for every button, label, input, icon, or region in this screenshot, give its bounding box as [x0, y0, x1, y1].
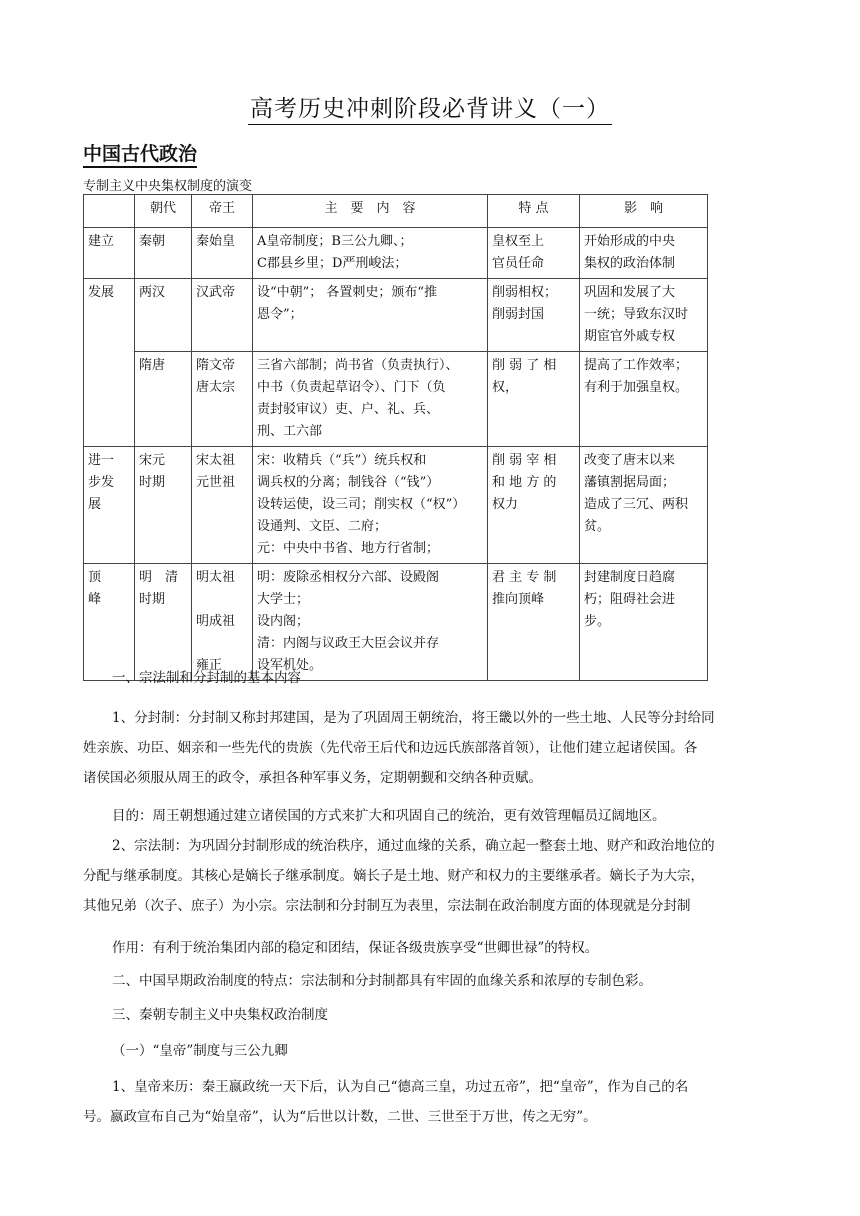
impact-cell: 封建制度日趋腐 朽；阻碍社会进 步。	[580, 564, 708, 681]
content-cell: 三省六部制；尚书省（负责执行）、 中书（负责起草诏令）、门下（负 责封驳审议）吏、户、礼、兵、 刑、工六部	[253, 352, 488, 447]
emperor-cell: 汉武帝	[192, 279, 253, 352]
header-cell	[84, 195, 135, 228]
dynasty-cell: 明 清 时期	[135, 564, 192, 681]
header-cell: 帝王	[192, 195, 253, 228]
dynasty-cell: 宋元 时期	[135, 447, 192, 564]
paragraph: 目的：周王朝想通过建立诸侯国的方式来扩大和巩固自己的统治，更有效管理幅员辽阔地区。	[112, 808, 666, 824]
content-cell: 宋：收精兵（“兵”）统兵权和 调兵权的分离；制钱谷（“钱”） 设转运使，设三司；削实权（“权”） 设通判、文臣、二府； 元：中央中书省、地方行省制；	[253, 447, 488, 564]
impact-cell: 开始形成的中央 集权的政治体制	[580, 228, 708, 279]
header-cell: 朝代	[135, 195, 192, 228]
paragraph: 1、皇帝来历：秦王嬴政统一天下后，认为自己“德高三皇，功过五帝”，把“皇帝”，作为自己的名 号。嬴政宣布自己为“始皇帝”，认为“后世以计数，二世、三世至于万世，传之无穷”。	[83, 1079, 689, 1125]
content-cell: 明：废除丞相权分六部、设殿阁 大学士； 设内阁； 清：内阁与议政王大臣会议并存 设军机处。	[253, 564, 488, 681]
paragraph: 2、宗法制：为巩固分封制形成的统治秩序，通过血缘的关系，确立起一整套土地、财产和政治地位的 分配与继承制度。其核心是嫡长子继承制度。嫡长子是土地、财产和权力的主要继承者。嫡长子为大宗， 其他兄弟（次子、庶子）为小宗。宗法制和分封制互为表里，宗法制在政治制度方面的体现就是分封制	[83, 838, 715, 914]
table-header-row	[84, 195, 708, 228]
paragraph: 作用：有利于统治集团内部的稳定和团结，保证各级贵族享受“世卿世禄”的特权。	[112, 940, 599, 956]
content-cell: A皇帝制度；B三公九卿、； C郡县乡里；D严刑峻法；	[253, 228, 488, 279]
header-cell: 特 点	[488, 195, 580, 228]
header-cell: 影 响	[580, 195, 708, 228]
stage-cell: 发展	[84, 279, 135, 447]
table-caption: 专制主义中央集权制度的演变	[83, 179, 253, 194]
stage-cell: 进一 步发 展	[84, 447, 135, 564]
dynasty-cell: 两汉	[135, 279, 192, 352]
impact-cell: 改变了唐末以来 藩镇割据局面； 造成了三冗、两积 贫。	[580, 447, 708, 564]
table-row	[84, 279, 708, 352]
table-row	[84, 352, 708, 447]
page-title: 高考历史冲刺阶段必背讲义（一）	[0, 90, 860, 123]
feature-cell: 削 弱 宰 相 和 地 方 的 权力	[488, 447, 580, 564]
impact-cell: 提高了工作效率； 有利于加强皇权。	[580, 352, 708, 447]
dynasty-cell: 隋唐	[135, 352, 192, 447]
feature-cell: 皇权至上 官员任命	[488, 228, 580, 279]
dynasty-cell: 秦朝	[135, 228, 192, 279]
paragraph: 三、秦朝专制主义中央集权政治制度	[112, 1007, 328, 1023]
paragraph: （一）“皇帝”制度与三公九卿	[112, 1043, 288, 1059]
content-cell: 设“中朝”； 各置刺史；颁布“推 恩令”；	[253, 279, 488, 352]
emperor-cell: 秦始皇	[192, 228, 253, 279]
table-row	[84, 447, 708, 564]
stage-cell: 建立	[84, 228, 135, 279]
section-title: 中国古代政治	[83, 139, 197, 166]
emperor-cell: 隋文帝 唐太宗	[192, 352, 253, 447]
paragraph: 1、分封制：分封制又称封邦建国，是为了巩固周王朝统治，将王畿以外的一些土地、人民等分封给同 姓亲族、功臣、姻亲和一些先代的贵族（先代帝王后代和边远氏族部落首领），让他们建立起诸侯国。各 诸侯国必须服从周王的政令，承担各种军事义务，定期朝觐和交纳各种贡赋。	[83, 710, 715, 786]
header-cell: 主 要 内 容	[253, 195, 488, 228]
paragraph: 一、宗法制和分封制的基本内容	[112, 670, 301, 686]
paragraph: 二、中国早期政治制度的特点：宗法制和分封制都具有牢固的血缘关系和浓厚的专制色彩。	[112, 973, 652, 989]
centralization-table	[83, 194, 708, 681]
feature-cell: 君 主 专 制 推向顶峰	[488, 564, 580, 681]
impact-cell: 巩固和发展了大 一统；导致东汉时 期宦官外戚专权	[580, 279, 708, 352]
feature-cell: 削弱相权； 削弱封国	[488, 279, 580, 352]
emperor-cell: 宋太祖 元世祖	[192, 447, 253, 564]
emperor-cell: 明太祖 明成祖 雍正	[192, 564, 253, 681]
table-row	[84, 228, 708, 279]
stage-cell: 顶 峰	[84, 564, 135, 681]
feature-cell: 削 弱 了 相 权，	[488, 352, 580, 447]
